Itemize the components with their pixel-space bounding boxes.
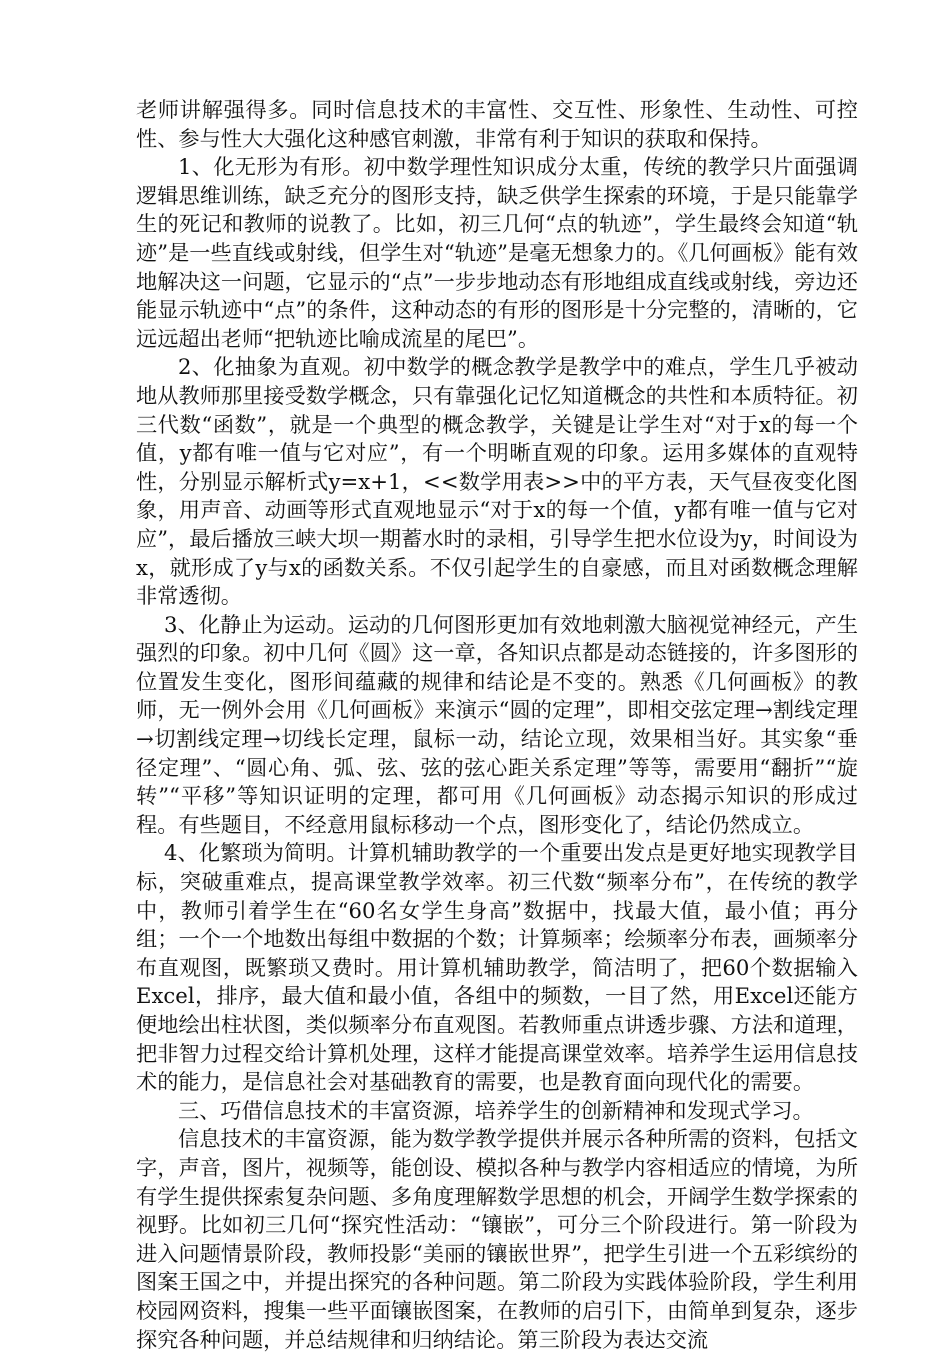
paragraph-point-4: 4、化繁琐为简明。计算机辅助教学的一个重要出发点是更好地实现教学目标，突破重难点，提高课堂教学效率。初三代数“频率分布”，在传统的教学中，教师引着学生在“60名女学生身高”数据中，找最大值，最小值；再分组；一个一个地数出每组中数据的个数；计算频率；绘频率分布表，画频率分布直观图，既繁琐又费时。用计算机辅助教学，简洁明了，把60个数据输入Excel，排序，最大值和最小值，各组中的频数，一目了然，用Excel还能方便地绘出柱状图，类似频率分布直观图。若教师重点讲透步骤、方法和道理，把非智力过程交给计算机处理，这样才能提高课堂效率。培养学生运用信息技术的能力，是信息社会对基础教育的需要，也是教育面向现代化的需要。	[136, 840, 858, 1095]
section-heading-3: 三、巧借信息技术的丰富资源，培养学生的创新精神和发现式学习。	[178, 1097, 814, 1123]
paragraph-point-3: 3、化静止为运动。运动的几何图形更加有效地刺激大脑视觉神经元，产生强烈的印象。初中几何《圆》这一章，各知识点都是动态链接的，许多图形的位置发生变化，图形间蕴藏的规律和结论是不变的。熟悉《几何画板》的教师，无一例外会用《几何画板》来演示“圆的定理”，即相交弦定理→割线定理→切割线定理→切线长定理，鼠标一动，结论立现，效果相当好。其实象“垂径定理”、“圆心角、弧、弦、弦的弦心距关系定理”等等，需要用“翻折”“旋转”“平移”等知识证明的定理，都可用《几何画板》动态揭示知识的形成过程。有些题目，不经意用鼠标移动一个点，图形变化了，结论仍然成立。	[136, 611, 858, 837]
paragraph-point-2: 2、化抽象为直观。初中数学的概念教学是教学中的难点，学生几乎被动地从教师那里接受数学概念，只有靠强化记忆知道概念的共性和本质特征。初三代数“函数”，就是一个典型的概念教学，关键是让学生对“对于x的每一个值，y都有唯一值与它对应”，有一个明晰直观的印象。运用多媒体的直观特性，分别显示解析式y=x+1，<<数学用表>>中的平方表，天气昼夜变化图象，用声音、动画等形式直观地显示“对于x的每一个值，y都有唯一值与它对应”，最后播放三峡大坝一期蓄水时的录相，引导学生把水位设为y，时间设为x，就形成了y与x的函数关系。不仅引起学生的自豪感，而且对函数概念理解非常透彻。	[136, 354, 858, 609]
document-page	[136, 96, 858, 1354]
paragraph-point-1: 1、化无形为有形。初中数学理性知识成分太重，传统的教学只片面强调逻辑思维训练，缺乏充分的图形支持，缺乏供学生探索的环境，于是只能靠学生的死记和教师的说教了。比如，初三几何“点的轨迹”，学生最终会知道“轨迹”是一些直线或射线，但学生对“轨迹”是毫无想象力的。《几何画板》能有效地解决这一问题，它显示的“点”一步步地动态有形地组成直线或射线，旁边还能显示轨迹中“点”的条件，这种动态的有形的图形是十分完整的，清晰的，它远远超出老师“把轨迹比喻成流星的尾巴”。	[136, 154, 858, 351]
paragraph-intro: 老师讲解强得多。同时信息技术的丰富性、交互性、形象性、生动性、可控性、参与性大大强化这种感官刺激，非常有利于知识的获取和保持。	[136, 97, 858, 151]
paragraph-resources: 信息技术的丰富资源，能为数学教学提供并展示各种所需的资料，包括文字，声音，图片，视频等，能创设、模拟各种与教学内容相适应的情境，为所有学生提供探索复杂问题、多角度理解数学思想的机会，开阔学生数学探索的视野。比如初三几何“探究性活动：“镶嵌”，可分三个阶段进行。第一阶段为进入问题情景阶段，教师投影“美丽的镶嵌世界”，把学生引进一个五彩缤纷的图案王国之中，并提出探究的各种问题。第二阶段为实践体验阶段，学生利用校园网资料，搜集一些平面镶嵌图案，在教师的启引下，由简单到复杂，逐步探究各种问题，并总结规律和归纳结论。第三阶段为表达交流	[136, 1126, 858, 1352]
